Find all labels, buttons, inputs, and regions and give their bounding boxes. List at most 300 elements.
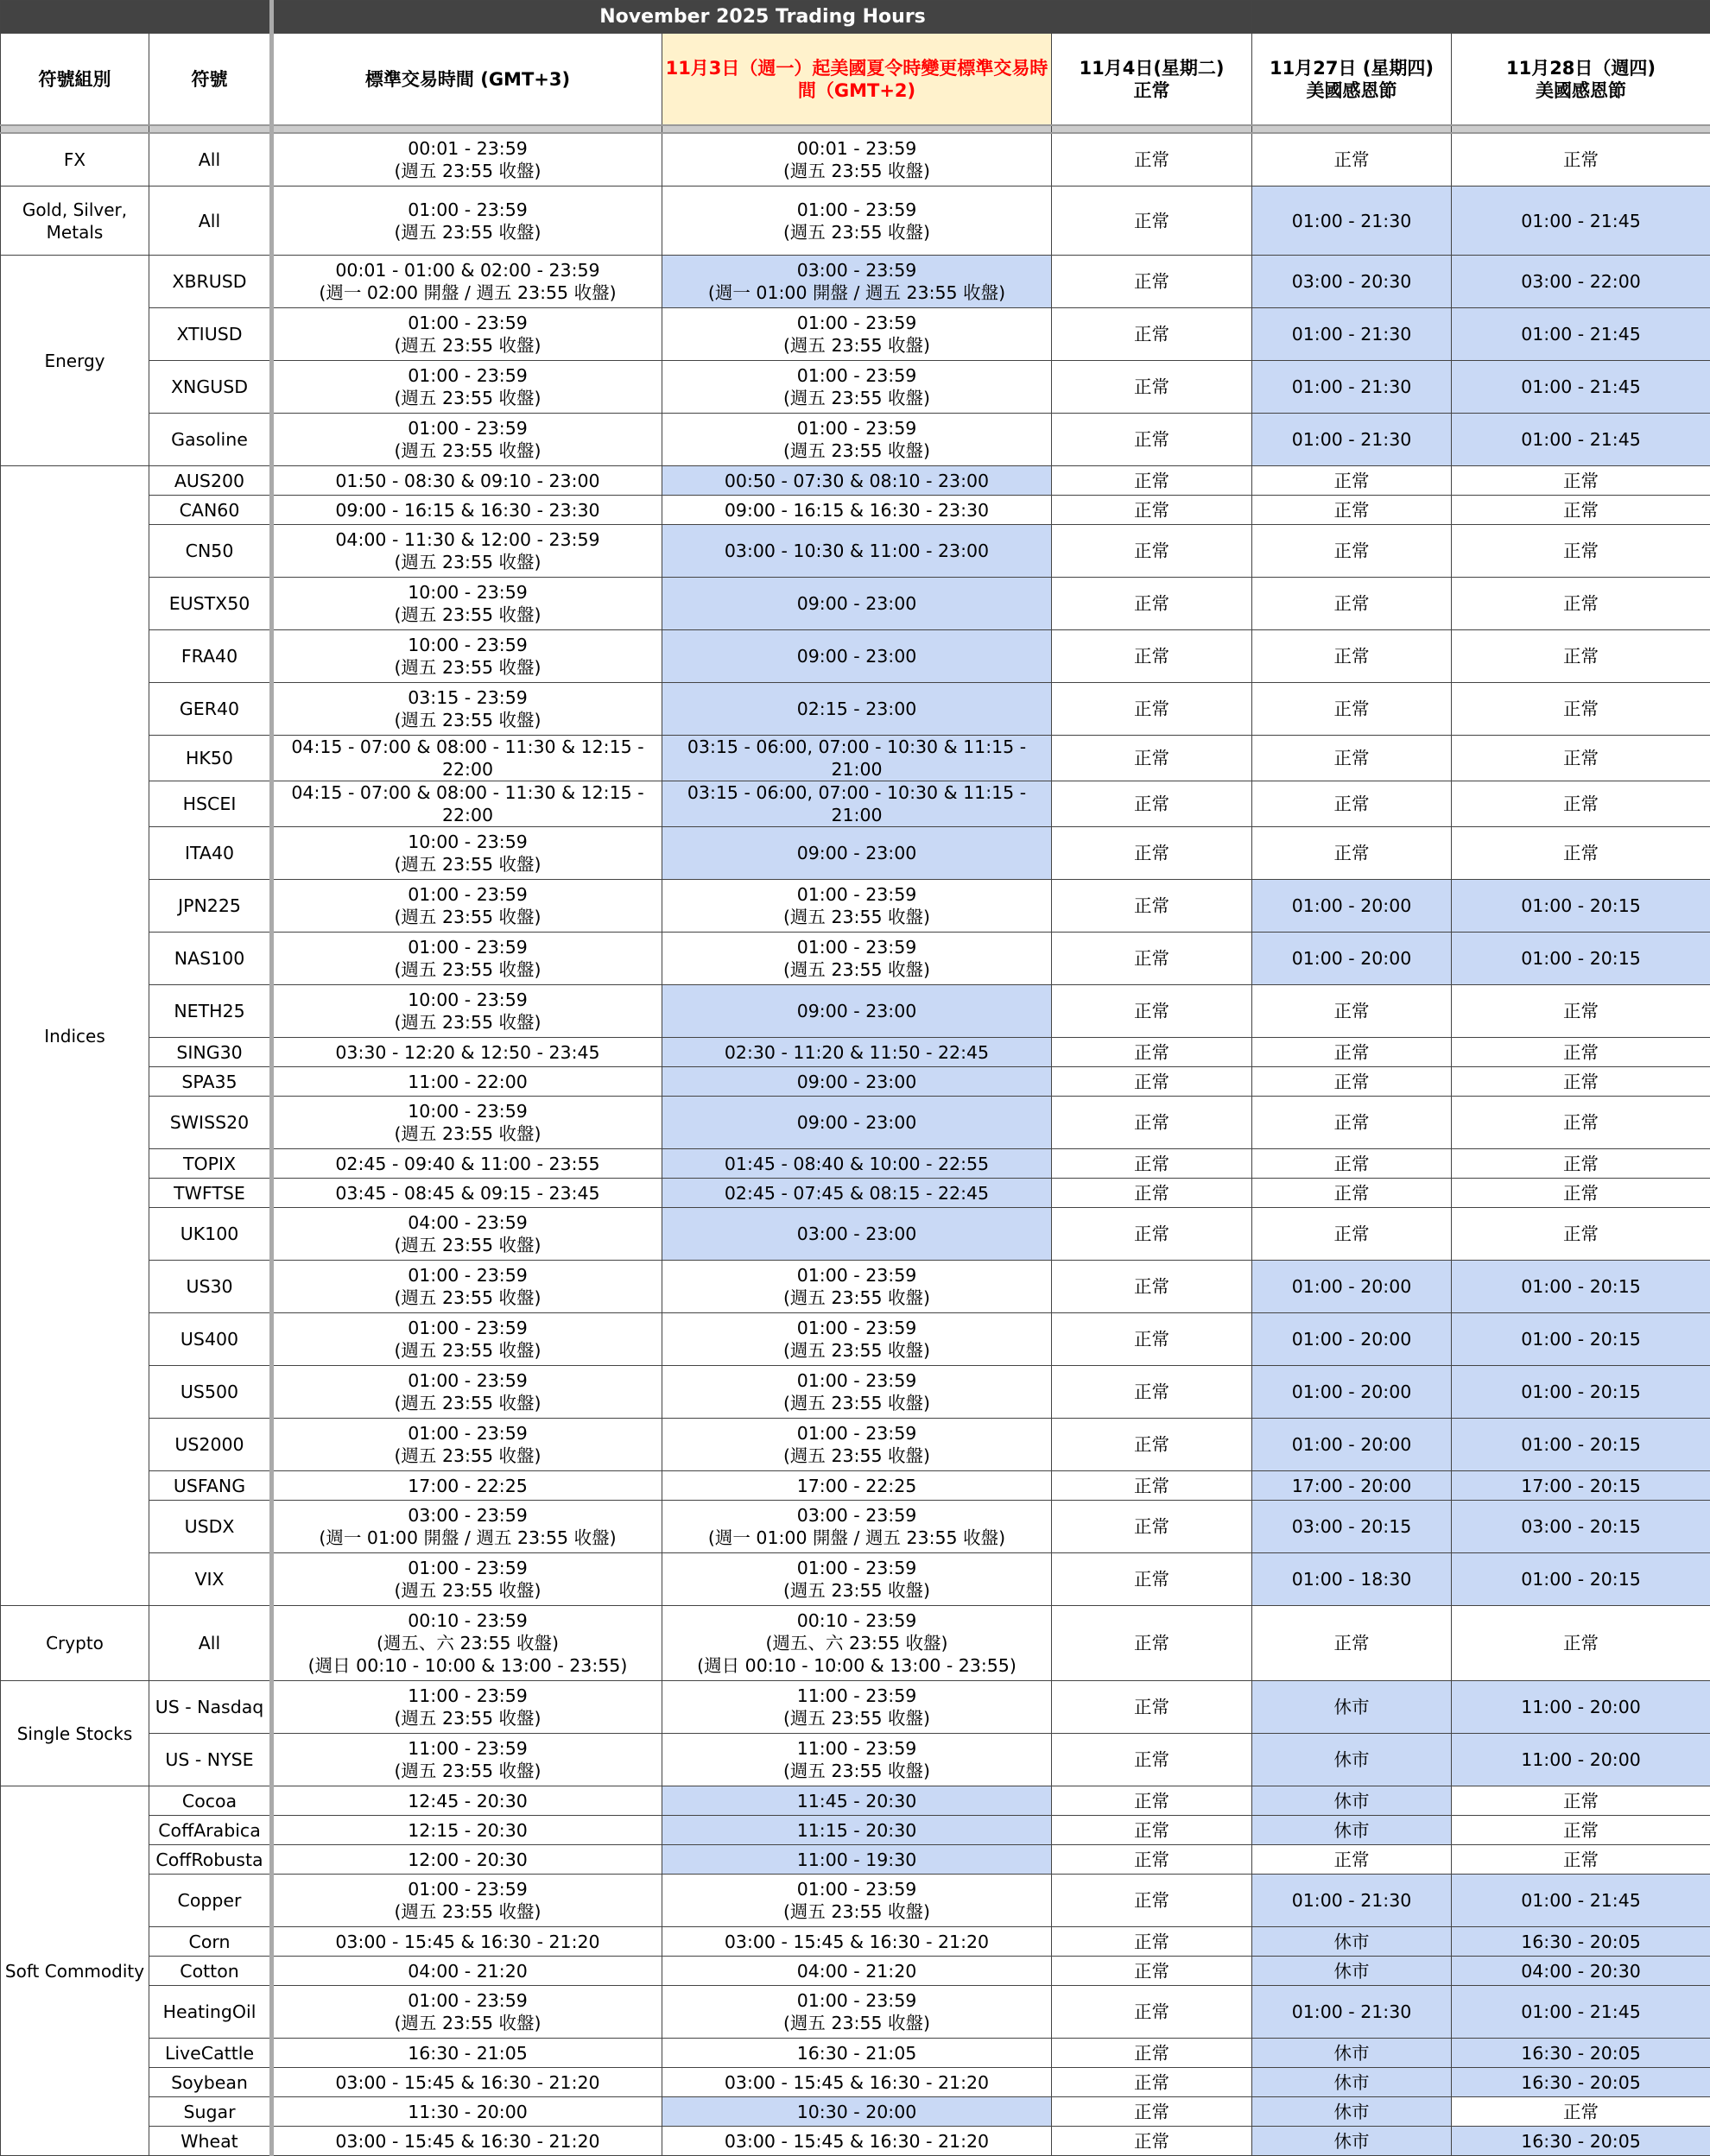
nov28-cell: 正常	[1452, 1179, 1710, 1208]
nov28-cell: 16:30 - 20:05	[1452, 2127, 1710, 2156]
nov28-cell: 正常	[1452, 2097, 1710, 2127]
nov27-cell: 正常	[1252, 1179, 1452, 1208]
nov27-cell: 17:00 - 20:00	[1252, 1471, 1452, 1501]
table-row	[1, 1734, 1710, 1786]
standard-hours-cell: 00:10 - 23:59 (週五、六 23:55 收盤) (週日 00:10 - 10:00 & 13:00 - 23:55)	[272, 1606, 662, 1681]
nov28-cell: 01:00 - 21:45	[1452, 308, 1710, 361]
symbol-cell: US500	[149, 1366, 272, 1419]
group-cell: Energy	[1, 256, 149, 466]
table-row	[1, 1149, 1710, 1179]
nov27-cell: 正常	[1252, 1606, 1452, 1681]
table-row	[1, 466, 1710, 496]
nov28-cell: 01:00 - 20:15	[1452, 1419, 1710, 1471]
standard-hours-cell: 03:30 - 12:20 & 12:50 - 23:45	[272, 1038, 662, 1067]
nov4-cell: 正常	[1052, 827, 1252, 880]
table-row	[1, 308, 1710, 361]
standard-hours-cell: 12:45 - 20:30	[272, 1786, 662, 1816]
nov28-cell: 01:00 - 20:15	[1452, 880, 1710, 933]
nov4-cell: 正常	[1052, 496, 1252, 525]
table-body	[1, 133, 1710, 2156]
symbol-cell: CN50	[149, 525, 272, 578]
nov4-cell: 正常	[1052, 1606, 1252, 1681]
standard-hours-cell: 01:00 - 23:59 (週五 23:55 收盤)	[272, 187, 662, 256]
standard-hours-cell: 00:01 - 23:59 (週五 23:55 收盤)	[272, 133, 662, 187]
table-row	[1, 1553, 1710, 1606]
nov28-cell: 正常	[1452, 1845, 1710, 1875]
standard-hours-cell: 12:15 - 20:30	[272, 1816, 662, 1845]
dst-hours-cell: 01:00 - 23:59 (週五 23:55 收盤)	[662, 308, 1052, 361]
symbol-cell: JPN225	[149, 880, 272, 933]
standard-hours-cell: 04:15 - 07:00 & 08:00 - 11:30 & 12:15 - 22:00	[272, 781, 662, 827]
nov27-cell: 01:00 - 18:30	[1252, 1553, 1452, 1606]
nov27-cell: 正常	[1252, 578, 1452, 630]
dst-hours-cell: 00:50 - 07:30 & 08:10 - 23:00	[662, 466, 1052, 496]
nov4-cell: 正常	[1052, 2127, 1252, 2156]
nov27-cell: 01:00 - 21:30	[1252, 187, 1452, 256]
nov28-cell: 正常	[1452, 781, 1710, 827]
dst-hours-cell: 02:45 - 07:45 & 08:15 - 22:45	[662, 1179, 1052, 1208]
dst-hours-cell: 01:00 - 23:59 (週五 23:55 收盤)	[662, 414, 1052, 466]
title-blank-right	[1252, 1, 1710, 34]
nov28-cell: 正常	[1452, 736, 1710, 781]
table-row	[1, 985, 1710, 1038]
nov4-cell: 正常	[1052, 2097, 1252, 2127]
table-row	[1, 880, 1710, 933]
nov4-cell: 正常	[1052, 1845, 1252, 1875]
symbol-cell: HK50	[149, 736, 272, 781]
symbol-cell: US - NYSE	[149, 1734, 272, 1786]
dst-hours-cell: 03:15 - 06:00, 07:00 - 10:30 & 11:15 - 21:00	[662, 736, 1052, 781]
table-row	[1, 1097, 1710, 1149]
nov28-cell: 正常	[1452, 1816, 1710, 1845]
nov28-cell: 正常	[1452, 630, 1710, 683]
nov4-cell: 正常	[1052, 1875, 1252, 1927]
nov28-cell: 正常	[1452, 1208, 1710, 1261]
standard-hours-cell: 01:00 - 23:59 (週五 23:55 收盤)	[272, 1261, 662, 1313]
dst-hours-cell: 16:30 - 21:05	[662, 2039, 1052, 2068]
standard-hours-cell: 04:15 - 07:00 & 08:00 - 11:30 & 12:15 - 22:00	[272, 736, 662, 781]
dst-hours-cell: 09:00 - 16:15 & 16:30 - 23:30	[662, 496, 1052, 525]
standard-hours-cell: 01:00 - 23:59 (週五 23:55 收盤)	[272, 1313, 662, 1366]
nov28-cell: 01:00 - 21:45	[1452, 1875, 1710, 1927]
standard-hours-cell: 11:00 - 23:59 (週五 23:55 收盤)	[272, 1681, 662, 1734]
table-row	[1, 683, 1710, 736]
symbol-cell: XBRUSD	[149, 256, 272, 308]
standard-hours-cell: 09:00 - 16:15 & 16:30 - 23:30	[272, 496, 662, 525]
nov4-cell: 正常	[1052, 1986, 1252, 2039]
symbol-cell: NAS100	[149, 933, 272, 985]
nov28-cell: 03:00 - 20:15	[1452, 1501, 1710, 1553]
header-nov28: 11月28日（週四) 美國感恩節	[1452, 34, 1710, 126]
nov27-cell: 休市	[1252, 1816, 1452, 1845]
nov27-cell: 01:00 - 20:00	[1252, 880, 1452, 933]
nov27-cell: 01:00 - 21:30	[1252, 308, 1452, 361]
dst-hours-cell: 02:15 - 23:00	[662, 683, 1052, 736]
dst-hours-cell: 03:00 - 10:30 & 11:00 - 23:00	[662, 525, 1052, 578]
nov4-cell: 正常	[1052, 880, 1252, 933]
nov4-cell: 正常	[1052, 781, 1252, 827]
table-row	[1, 736, 1710, 781]
symbol-cell: Copper	[149, 1875, 272, 1927]
nov4-cell: 正常	[1052, 1501, 1252, 1553]
symbol-cell: FRA40	[149, 630, 272, 683]
nov4-cell: 正常	[1052, 1816, 1252, 1845]
nov4-cell: 正常	[1052, 1681, 1252, 1734]
dst-hours-cell: 11:00 - 23:59 (週五 23:55 收盤)	[662, 1681, 1052, 1734]
dst-hours-cell: 00:01 - 23:59 (週五 23:55 收盤)	[662, 133, 1052, 187]
nov4-cell: 正常	[1052, 1067, 1252, 1097]
header-nov4: 11月4日(星期二) 正常	[1052, 34, 1252, 126]
nov4-cell: 正常	[1052, 736, 1252, 781]
header-nov27: 11月27日 (星期四) 美國感恩節	[1252, 34, 1452, 126]
symbol-cell: TOPIX	[149, 1149, 272, 1179]
nov27-cell: 01:00 - 21:30	[1252, 361, 1452, 414]
table-row	[1, 933, 1710, 985]
nov27-cell: 休市	[1252, 2097, 1452, 2127]
header-gap	[1, 125, 1710, 133]
standard-hours-cell: 10:00 - 23:59 (週五 23:55 收盤)	[272, 985, 662, 1038]
standard-hours-cell: 01:00 - 23:59 (週五 23:55 收盤)	[272, 880, 662, 933]
group-cell: Soft Commodity	[1, 1786, 149, 2156]
nov28-cell: 正常	[1452, 525, 1710, 578]
nov28-cell: 01:00 - 20:15	[1452, 1553, 1710, 1606]
symbol-cell: Cotton	[149, 1957, 272, 1986]
nov4-cell: 正常	[1052, 1038, 1252, 1067]
nov4-cell: 正常	[1052, 1471, 1252, 1501]
group-cell: Single Stocks	[1, 1681, 149, 1786]
nov28-cell: 正常	[1452, 496, 1710, 525]
dst-hours-cell: 03:00 - 23:59 (週一 01:00 開盤 / 週五 23:55 收盤)	[662, 1501, 1052, 1553]
symbol-cell: SWISS20	[149, 1097, 272, 1149]
symbol-cell: US400	[149, 1313, 272, 1366]
nov4-cell: 正常	[1052, 933, 1252, 985]
symbol-cell: SPA35	[149, 1067, 272, 1097]
table-row	[1, 1419, 1710, 1471]
symbol-cell: Cocoa	[149, 1786, 272, 1816]
dst-hours-cell: 03:15 - 06:00, 07:00 - 10:30 & 11:15 - 21:00	[662, 781, 1052, 827]
nov4-cell: 正常	[1052, 1313, 1252, 1366]
table-row	[1, 2127, 1710, 2156]
standard-hours-cell: 03:45 - 08:45 & 09:15 - 23:45	[272, 1179, 662, 1208]
nov28-cell: 11:00 - 20:00	[1452, 1734, 1710, 1786]
nov27-cell: 正常	[1252, 736, 1452, 781]
standard-hours-cell: 03:00 - 15:45 & 16:30 - 21:20	[272, 2127, 662, 2156]
nov27-cell: 正常	[1252, 466, 1452, 496]
table-row	[1, 1501, 1710, 1553]
header-dst-change: 11月3日（週一）起美國夏令時變更標準交易時間（GMT+2)	[662, 34, 1052, 126]
nov28-cell: 正常	[1452, 133, 1710, 187]
dst-hours-cell: 03:00 - 15:45 & 16:30 - 21:20	[662, 2127, 1052, 2156]
standard-hours-cell: 01:00 - 23:59 (週五 23:55 收盤)	[272, 1875, 662, 1927]
nov27-cell: 休市	[1252, 2039, 1452, 2068]
nov4-cell: 正常	[1052, 525, 1252, 578]
nov4-cell: 正常	[1052, 2068, 1252, 2097]
standard-hours-cell: 16:30 - 21:05	[272, 2039, 662, 2068]
symbol-cell: UK100	[149, 1208, 272, 1261]
nov28-cell: 16:30 - 20:05	[1452, 1927, 1710, 1957]
table-row	[1, 187, 1710, 256]
dst-hours-cell: 11:15 - 20:30	[662, 1816, 1052, 1845]
nov28-cell: 01:00 - 21:45	[1452, 361, 1710, 414]
nov4-cell: 正常	[1052, 683, 1252, 736]
standard-hours-cell: 04:00 - 21:20	[272, 1957, 662, 1986]
dst-hours-cell: 01:00 - 23:59 (週五 23:55 收盤)	[662, 187, 1052, 256]
table-row	[1, 1957, 1710, 1986]
nov28-cell: 正常	[1452, 1606, 1710, 1681]
group-cell: Crypto	[1, 1606, 149, 1681]
table-row	[1, 1786, 1710, 1816]
standard-hours-cell: 11:00 - 22:00	[272, 1067, 662, 1097]
dst-hours-cell: 09:00 - 23:00	[662, 1067, 1052, 1097]
title-row	[1, 1, 1710, 34]
header-symbol: 符號	[149, 34, 272, 126]
nov27-cell: 休市	[1252, 1927, 1452, 1957]
nov27-cell: 01:00 - 21:30	[1252, 1986, 1452, 2039]
nov28-cell: 正常	[1452, 578, 1710, 630]
nov27-cell: 03:00 - 20:15	[1252, 1501, 1452, 1553]
table-row	[1, 256, 1710, 308]
header-standard-hours: 標準交易時間 (GMT+3)	[272, 34, 662, 126]
standard-hours-cell: 01:00 - 23:59 (週五 23:55 收盤)	[272, 308, 662, 361]
nov4-cell: 正常	[1052, 1957, 1252, 1986]
nov28-cell: 04:00 - 20:30	[1452, 1957, 1710, 1986]
nov27-cell: 正常	[1252, 133, 1452, 187]
nov28-cell: 16:30 - 20:05	[1452, 2068, 1710, 2097]
nov28-cell: 正常	[1452, 1786, 1710, 1816]
nov28-cell: 正常	[1452, 1038, 1710, 1067]
nov27-cell: 01:00 - 20:00	[1252, 1313, 1452, 1366]
standard-hours-cell: 01:00 - 23:59 (週五 23:55 收盤)	[272, 414, 662, 466]
standard-hours-cell: 01:00 - 23:59 (週五 23:55 收盤)	[272, 933, 662, 985]
nov27-cell: 01:00 - 21:30	[1252, 1875, 1452, 1927]
group-cell: Indices	[1, 466, 149, 1606]
table-row	[1, 414, 1710, 466]
dst-hours-cell: 09:00 - 23:00	[662, 1097, 1052, 1149]
nov4-cell: 正常	[1052, 578, 1252, 630]
symbol-cell: USDX	[149, 1501, 272, 1553]
symbol-cell: NETH25	[149, 985, 272, 1038]
nov4-cell: 正常	[1052, 1261, 1252, 1313]
standard-hours-cell: 01:00 - 23:59 (週五 23:55 收盤)	[272, 1986, 662, 2039]
standard-hours-cell: 00:01 - 01:00 & 02:00 - 23:59 (週一 02:00 開盤 / 週五 23:55 收盤)	[272, 256, 662, 308]
dst-hours-cell: 01:00 - 23:59 (週五 23:55 收盤)	[662, 880, 1052, 933]
dst-hours-cell: 01:00 - 23:59 (週五 23:55 收盤)	[662, 361, 1052, 414]
nov28-cell: 正常	[1452, 1097, 1710, 1149]
table-row	[1, 2039, 1710, 2068]
nov28-cell: 01:00 - 21:45	[1452, 1986, 1710, 2039]
symbol-cell: CoffRobusta	[149, 1845, 272, 1875]
nov28-cell: 正常	[1452, 466, 1710, 496]
nov27-cell: 休市	[1252, 1681, 1452, 1734]
symbol-cell: All	[149, 1606, 272, 1681]
nov27-cell: 01:00 - 20:00	[1252, 1261, 1452, 1313]
symbol-cell: US30	[149, 1261, 272, 1313]
table-row	[1, 1261, 1710, 1313]
dst-hours-cell: 04:00 - 21:20	[662, 1957, 1052, 1986]
symbol-cell: All	[149, 133, 272, 187]
table-row	[1, 578, 1710, 630]
nov27-cell: 03:00 - 20:30	[1252, 256, 1452, 308]
nov27-cell: 正常	[1252, 1208, 1452, 1261]
dst-hours-cell: 01:00 - 23:59 (週五 23:55 收盤)	[662, 1875, 1052, 1927]
standard-hours-cell: 04:00 - 11:30 & 12:00 - 23:59 (週五 23:55 收盤)	[272, 525, 662, 578]
nov27-cell: 休市	[1252, 1786, 1452, 1816]
standard-hours-cell: 01:50 - 08:30 & 09:10 - 23:00	[272, 466, 662, 496]
nov4-cell: 正常	[1052, 1419, 1252, 1471]
table-row	[1, 1471, 1710, 1501]
symbol-cell: USFANG	[149, 1471, 272, 1501]
nov27-cell: 正常	[1252, 827, 1452, 880]
nov28-cell: 01:00 - 20:15	[1452, 1261, 1710, 1313]
table-row	[1, 1038, 1710, 1067]
nov4-cell: 正常	[1052, 361, 1252, 414]
nov27-cell: 正常	[1252, 1067, 1452, 1097]
nov28-cell: 01:00 - 20:15	[1452, 933, 1710, 985]
nov28-cell: 正常	[1452, 985, 1710, 1038]
nov4-cell: 正常	[1052, 2039, 1252, 2068]
symbol-cell: XNGUSD	[149, 361, 272, 414]
nov28-cell: 01:00 - 21:45	[1452, 187, 1710, 256]
nov27-cell: 01:00 - 20:00	[1252, 1366, 1452, 1419]
table-row	[1, 1179, 1710, 1208]
standard-hours-cell: 11:30 - 20:00	[272, 2097, 662, 2127]
standard-hours-cell: 10:00 - 23:59 (週五 23:55 收盤)	[272, 1097, 662, 1149]
nov28-cell: 正常	[1452, 827, 1710, 880]
nov4-cell: 正常	[1052, 256, 1252, 308]
nov4-cell: 正常	[1052, 1553, 1252, 1606]
nov28-cell: 01:00 - 20:15	[1452, 1313, 1710, 1366]
nov4-cell: 正常	[1052, 1927, 1252, 1957]
standard-hours-cell: 03:15 - 23:59 (週五 23:55 收盤)	[272, 683, 662, 736]
symbol-cell: LiveCattle	[149, 2039, 272, 2068]
nov27-cell: 01:00 - 21:30	[1252, 414, 1452, 466]
table-row	[1, 1606, 1710, 1681]
nov27-cell: 01:00 - 20:00	[1252, 1419, 1452, 1471]
nov27-cell: 休市	[1252, 1957, 1452, 1986]
table-row	[1, 781, 1710, 827]
symbol-cell: Wheat	[149, 2127, 272, 2156]
standard-hours-cell: 12:00 - 20:30	[272, 1845, 662, 1875]
symbol-cell: US2000	[149, 1419, 272, 1471]
standard-hours-cell: 01:00 - 23:59 (週五 23:55 收盤)	[272, 1553, 662, 1606]
dst-hours-cell: 01:00 - 23:59 (週五 23:55 收盤)	[662, 1419, 1052, 1471]
dst-hours-cell: 01:00 - 23:59 (週五 23:55 收盤)	[662, 1366, 1052, 1419]
dst-hours-cell: 17:00 - 22:25	[662, 1471, 1052, 1501]
standard-hours-cell: 04:00 - 23:59 (週五 23:55 收盤)	[272, 1208, 662, 1261]
nov27-cell: 正常	[1252, 630, 1452, 683]
symbol-cell: EUSTX50	[149, 578, 272, 630]
standard-hours-cell: 01:00 - 23:59 (週五 23:55 收盤)	[272, 1419, 662, 1471]
nov4-cell: 正常	[1052, 466, 1252, 496]
nov28-cell: 17:00 - 20:15	[1452, 1471, 1710, 1501]
nov27-cell: 正常	[1252, 1845, 1452, 1875]
dst-hours-cell: 03:00 - 23:59 (週一 01:00 開盤 / 週五 23:55 收盤)	[662, 256, 1052, 308]
nov4-cell: 正常	[1052, 308, 1252, 361]
nov27-cell: 正常	[1252, 683, 1452, 736]
nov28-cell: 正常	[1452, 1149, 1710, 1179]
nov4-cell: 正常	[1052, 630, 1252, 683]
dst-hours-cell: 01:45 - 08:40 & 10:00 - 22:55	[662, 1149, 1052, 1179]
symbol-cell: GER40	[149, 683, 272, 736]
standard-hours-cell: 02:45 - 09:40 & 11:00 - 23:55	[272, 1149, 662, 1179]
title-blank-left	[1, 1, 272, 34]
symbol-cell: CAN60	[149, 496, 272, 525]
table-row	[1, 1986, 1710, 2039]
symbol-cell: AUS200	[149, 466, 272, 496]
nov28-cell: 03:00 - 22:00	[1452, 256, 1710, 308]
nov27-cell: 正常	[1252, 781, 1452, 827]
header-group: 符號組別	[1, 34, 149, 126]
nov4-cell: 正常	[1052, 1097, 1252, 1149]
dst-hours-cell: 03:00 - 23:00	[662, 1208, 1052, 1261]
nov27-cell: 正常	[1252, 496, 1452, 525]
table-row	[1, 1816, 1710, 1845]
standard-hours-cell: 10:00 - 23:59 (週五 23:55 收盤)	[272, 827, 662, 880]
standard-hours-cell: 11:00 - 23:59 (週五 23:55 收盤)	[272, 1734, 662, 1786]
symbol-cell: XTIUSD	[149, 308, 272, 361]
dst-hours-cell: 03:00 - 15:45 & 16:30 - 21:20	[662, 2068, 1052, 2097]
standard-hours-cell: 10:00 - 23:59 (週五 23:55 收盤)	[272, 630, 662, 683]
dst-hours-cell: 01:00 - 23:59 (週五 23:55 收盤)	[662, 1261, 1052, 1313]
nov27-cell: 正常	[1252, 985, 1452, 1038]
group-cell: FX	[1, 133, 149, 187]
table-row	[1, 1067, 1710, 1097]
nov4-cell: 正常	[1052, 1179, 1252, 1208]
dst-hours-cell: 01:00 - 23:59 (週五 23:55 收盤)	[662, 933, 1052, 985]
nov27-cell: 休市	[1252, 2127, 1452, 2156]
table-row	[1, 1208, 1710, 1261]
nov4-cell: 正常	[1052, 1786, 1252, 1816]
nov4-cell: 正常	[1052, 1734, 1252, 1786]
dst-hours-cell: 09:00 - 23:00	[662, 578, 1052, 630]
nov4-cell: 正常	[1052, 133, 1252, 187]
dst-hours-cell: 11:00 - 19:30	[662, 1845, 1052, 1875]
nov27-cell: 01:00 - 20:00	[1252, 933, 1452, 985]
table-row	[1, 2097, 1710, 2127]
standard-hours-cell: 03:00 - 23:59 (週一 01:00 開盤 / 週五 23:55 收盤)	[272, 1501, 662, 1553]
dst-hours-cell: 09:00 - 23:00	[662, 985, 1052, 1038]
nov28-cell: 正常	[1452, 683, 1710, 736]
symbol-cell: Corn	[149, 1927, 272, 1957]
table-row	[1, 827, 1710, 880]
standard-hours-cell: 03:00 - 15:45 & 16:30 - 21:20	[272, 1927, 662, 1957]
standard-hours-cell: 01:00 - 23:59 (週五 23:55 收盤)	[272, 361, 662, 414]
table-row	[1, 1845, 1710, 1875]
nov28-cell: 01:00 - 21:45	[1452, 414, 1710, 466]
symbol-cell: ITA40	[149, 827, 272, 880]
dst-hours-cell: 01:00 - 23:59 (週五 23:55 收盤)	[662, 1553, 1052, 1606]
table-row	[1, 525, 1710, 578]
nov27-cell: 休市	[1252, 2068, 1452, 2097]
nov27-cell: 正常	[1252, 1097, 1452, 1149]
dst-hours-cell: 11:45 - 20:30	[662, 1786, 1052, 1816]
table-row	[1, 1681, 1710, 1734]
header-row	[1, 34, 1710, 126]
table-row	[1, 496, 1710, 525]
nov27-cell: 正常	[1252, 1038, 1452, 1067]
symbol-cell: Sugar	[149, 2097, 272, 2127]
table-row	[1, 361, 1710, 414]
symbol-cell: HSCEI	[149, 781, 272, 827]
dst-hours-cell: 10:30 - 20:00	[662, 2097, 1052, 2127]
nov27-cell: 休市	[1252, 1734, 1452, 1786]
dst-hours-cell: 03:00 - 15:45 & 16:30 - 21:20	[662, 1927, 1052, 1957]
table-row	[1, 2068, 1710, 2097]
symbol-cell: US - Nasdaq	[149, 1681, 272, 1734]
symbol-cell: HeatingOil	[149, 1986, 272, 2039]
table-row	[1, 630, 1710, 683]
table-row	[1, 1875, 1710, 1927]
